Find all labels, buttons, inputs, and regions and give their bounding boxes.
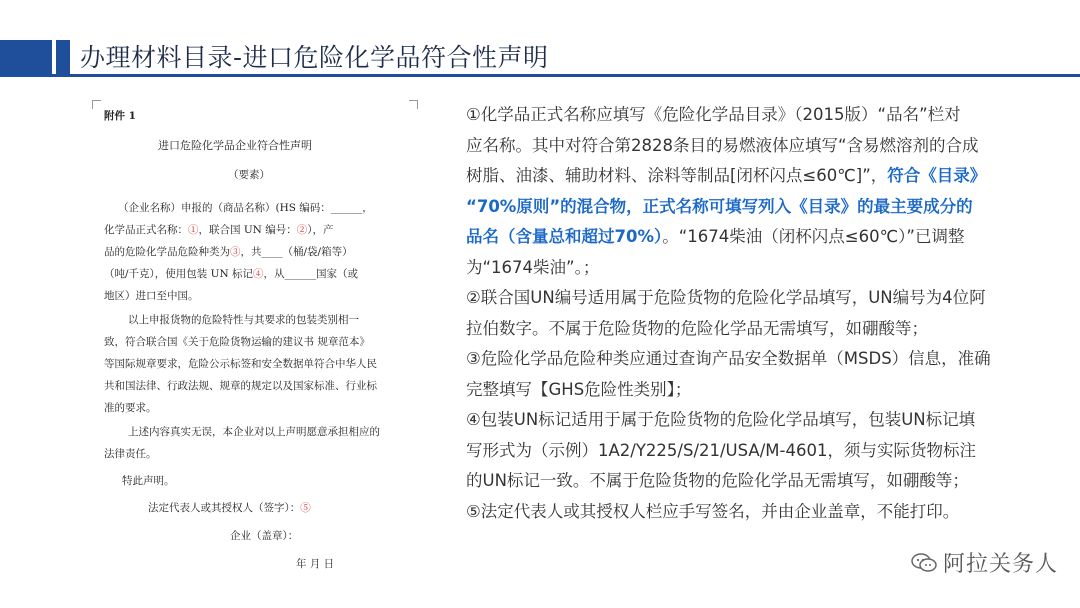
doc-legal-rep: 法定代表人或其授权人（签字）：⑤ [148,502,311,514]
doc-p3-line: 上述内容真实无误，本企业对以上声明愿意承担相应的 [128,426,380,438]
doc-date: 年 月 日 [296,558,335,570]
instructions-text [466,100,1050,527]
doc-attachment-label: 附件 1 [104,110,136,122]
text-line: 写形式为（示例）1A2/Y225/S/21/USA/M-4601，须与实际货物标注 [466,440,976,460]
text-segment: 。“1674柴油（闭杯闪点≤60℃）”已调整 [662,227,965,246]
doc-p1-line: （吨/千克），使用包装 UN 标记④，从______国家（或 [104,268,358,280]
doc-p1-line: 化学品正式名称：①，联合国 UN 编号：②），产 [104,224,334,236]
doc-p2-line: 等国际规章要求，危险公示标签和安全数据单符合中华人民 [104,358,377,370]
text-line [466,161,1050,192]
watermark-text: 阿拉关务人 [942,552,1058,577]
watermark [911,547,1058,578]
doc-p2-line: 共和国法律、行政法规、规章的规定以及国家标准、行业标 [104,380,377,392]
text-line: ②联合国UN编号适用属于危险货物的危险化学品填写，UN编号为4位阿 [466,288,986,307]
text-line: 为“1674柴油”。； [466,257,600,277]
doc-p2-line: 致，符合联合国《关于危险货物运输的建议书 规章范本》 [104,336,370,348]
text-line: 应名称。其中对符合第2828条目的易燃液体应填写“含易燃溶剂的合成 [466,135,979,155]
doc-p2-line: 以上申报货物的危险特性与其要求的包装类别相一 [128,314,359,326]
text-line: 完整填写【GHS危险性类别】； [466,379,692,399]
doc-title: 进口危险化学品企业符合性声明 [158,139,312,152]
text-line: ①化学品正式名称应填写《危险化学品目录》（2015版）“品名”栏对 [466,105,961,124]
doc-p1-line: （企业名称）申报的（商品名称）(HS 编码：______， [118,202,373,214]
doc-declare: 特此声明。 [122,475,175,487]
text-highlight: 符合《目录》 [887,166,987,185]
declaration-document [88,100,418,570]
text-highlight: 品名（含量总和超过70%） [466,227,663,246]
doc-p2-line: 准的要求。 [104,402,157,414]
text-line: 拉伯数字。不属于危险货物的危险化学品无需填写，如硼酸等； [466,318,928,338]
header-accent-bar-small [56,40,70,74]
doc-p1-line: 地区）进口至中国。 [104,290,199,302]
text-line: ③危险化学品危险种类应通过查询产品安全数据单（MSDS）信息，准确 [466,349,991,368]
doc-subtitle: （要素） [228,169,270,181]
header-accent-bar [0,40,52,74]
header-divider [0,74,1080,77]
wechat-icon [911,553,937,573]
page-title: 办理材料目录-进口危险化学品符合性声明 [80,43,549,72]
doc-p1-line: 品的危险化学品危险种类为③，共____（桶/袋/箱等） [104,246,353,258]
text-segment: 树脂、油漆、辅助材料、涂料等制品[闭杯闪点≤60℃]”， [466,166,888,185]
text-line [466,222,1050,253]
doc-company-seal: 企业（盖章）： [230,530,299,542]
text-line: 的UN标记一致。不属于危险货物的危险化学品无需填写，如硼酸等； [466,471,969,490]
text-highlight-line: “70%原则”的混合物，正式名称可填写列入《目录》的最主要成分的 [466,196,973,216]
text-line: ④包装UN标记适用于属于危险货物的危险化学品填写，包装UN标记填 [466,410,976,429]
crop-mark [409,100,418,109]
crop-mark [92,100,101,109]
doc-p3-line: 法律责任。 [104,448,157,460]
text-line: ⑤法定代表人或其授权人栏应手写签名，并由企业盖章，不能打印。 [466,501,960,521]
